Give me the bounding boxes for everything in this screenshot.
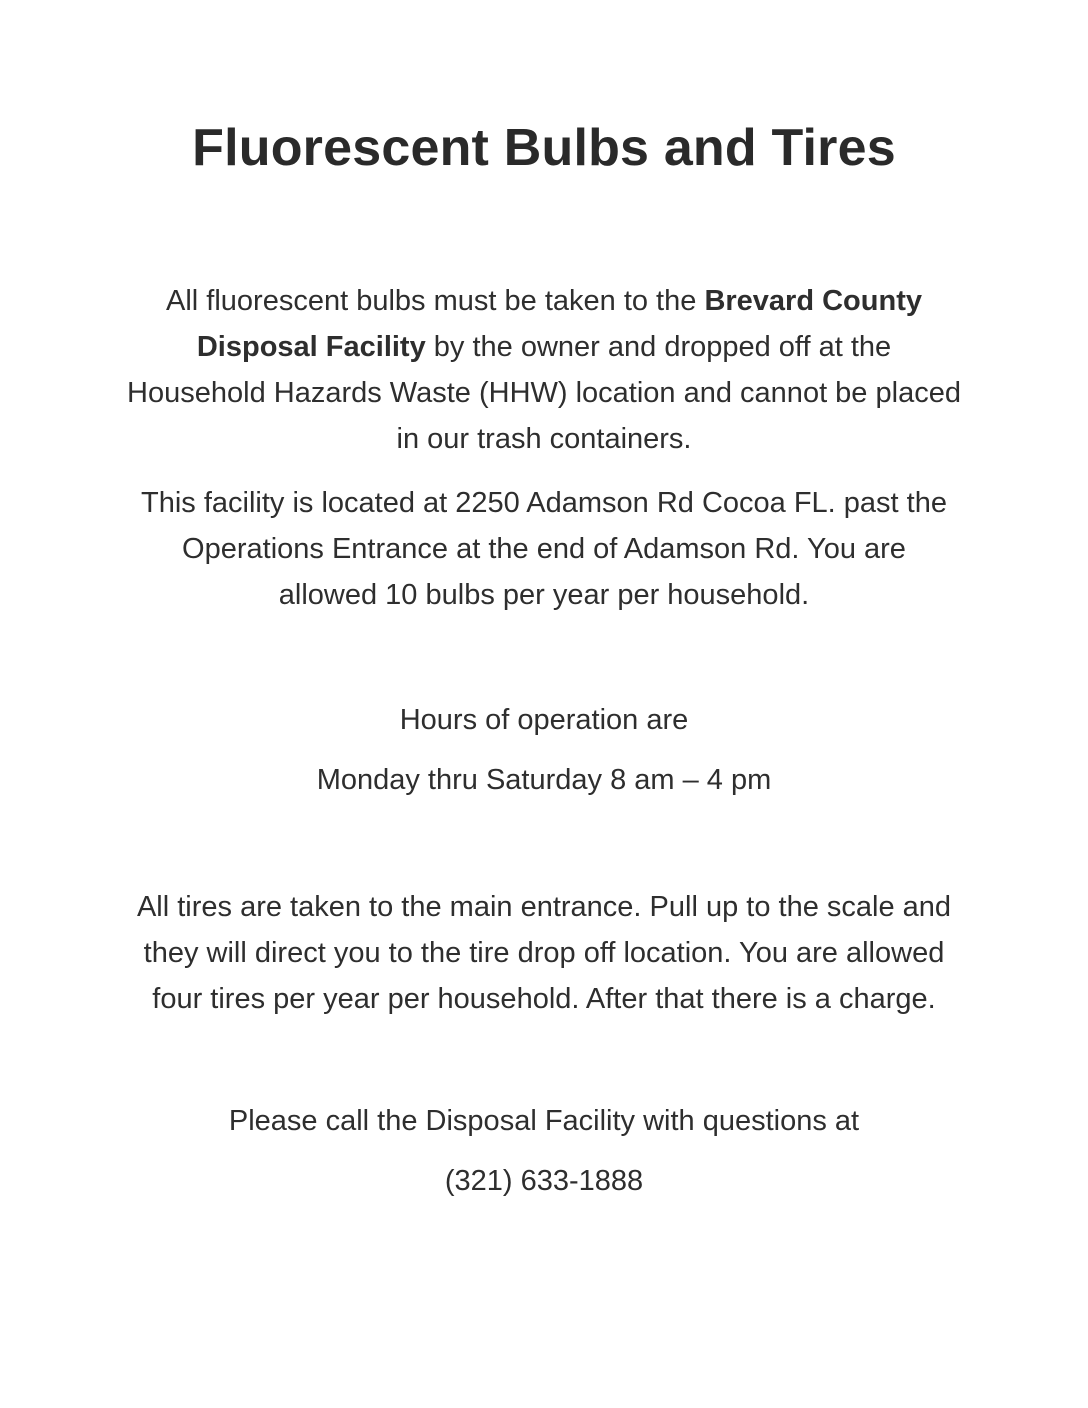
facility-name-part-1: Brevard County [704,285,922,317]
contact-spacer [40,1144,1048,1158]
bulbs-line-4: in our trash containers. [396,423,692,455]
bulbs-line-1-text: All fluorescent bulbs must be taken to the [166,285,705,317]
hours-spacer [40,743,1048,757]
tires-line-3: four tires per year per household. After that there is a charge. [152,983,936,1015]
contact-line: Please call the Disposal Facility with questions at [228,1105,860,1137]
phone-number: (321) 633-1888 [444,1165,644,1197]
page-title: Fluorescent Bulbs and Tires [192,119,896,177]
location-line-1: This facility is located at 2250 Adamson Rd Cocoa FL. past the [141,487,947,519]
bulbs-line-1 [40,278,1048,324]
tires-line-1: All tires are taken to the main entrance. Pull up to the scale and [136,891,952,923]
hours-heading: Hours of operation are [399,704,689,736]
bulbs-paragraph [40,278,1048,462]
bulbs-line-3: Household Hazards Waste (HHW) location and cannot be placed [127,377,961,409]
location-line-3: allowed 10 bulbs per year per household. [278,579,810,611]
location-line-2: Operations Entrance at the end of Adamson Rd. You are [182,533,906,565]
contact-section [40,1098,1048,1204]
location-paragraph [40,480,1048,618]
tires-paragraph [40,884,1048,1022]
bulbs-line-2-text: by the owner and dropped off at the [425,331,892,363]
hours-section [40,697,1048,803]
facility-name-part-2: Disposal Facility [196,331,426,363]
hours-schedule: Monday thru Saturday 8 am – 4 pm [316,764,772,796]
tires-line-2: they will direct you to the tire drop off location. You are allowed [143,937,945,969]
bulbs-line-2 [40,324,1048,370]
